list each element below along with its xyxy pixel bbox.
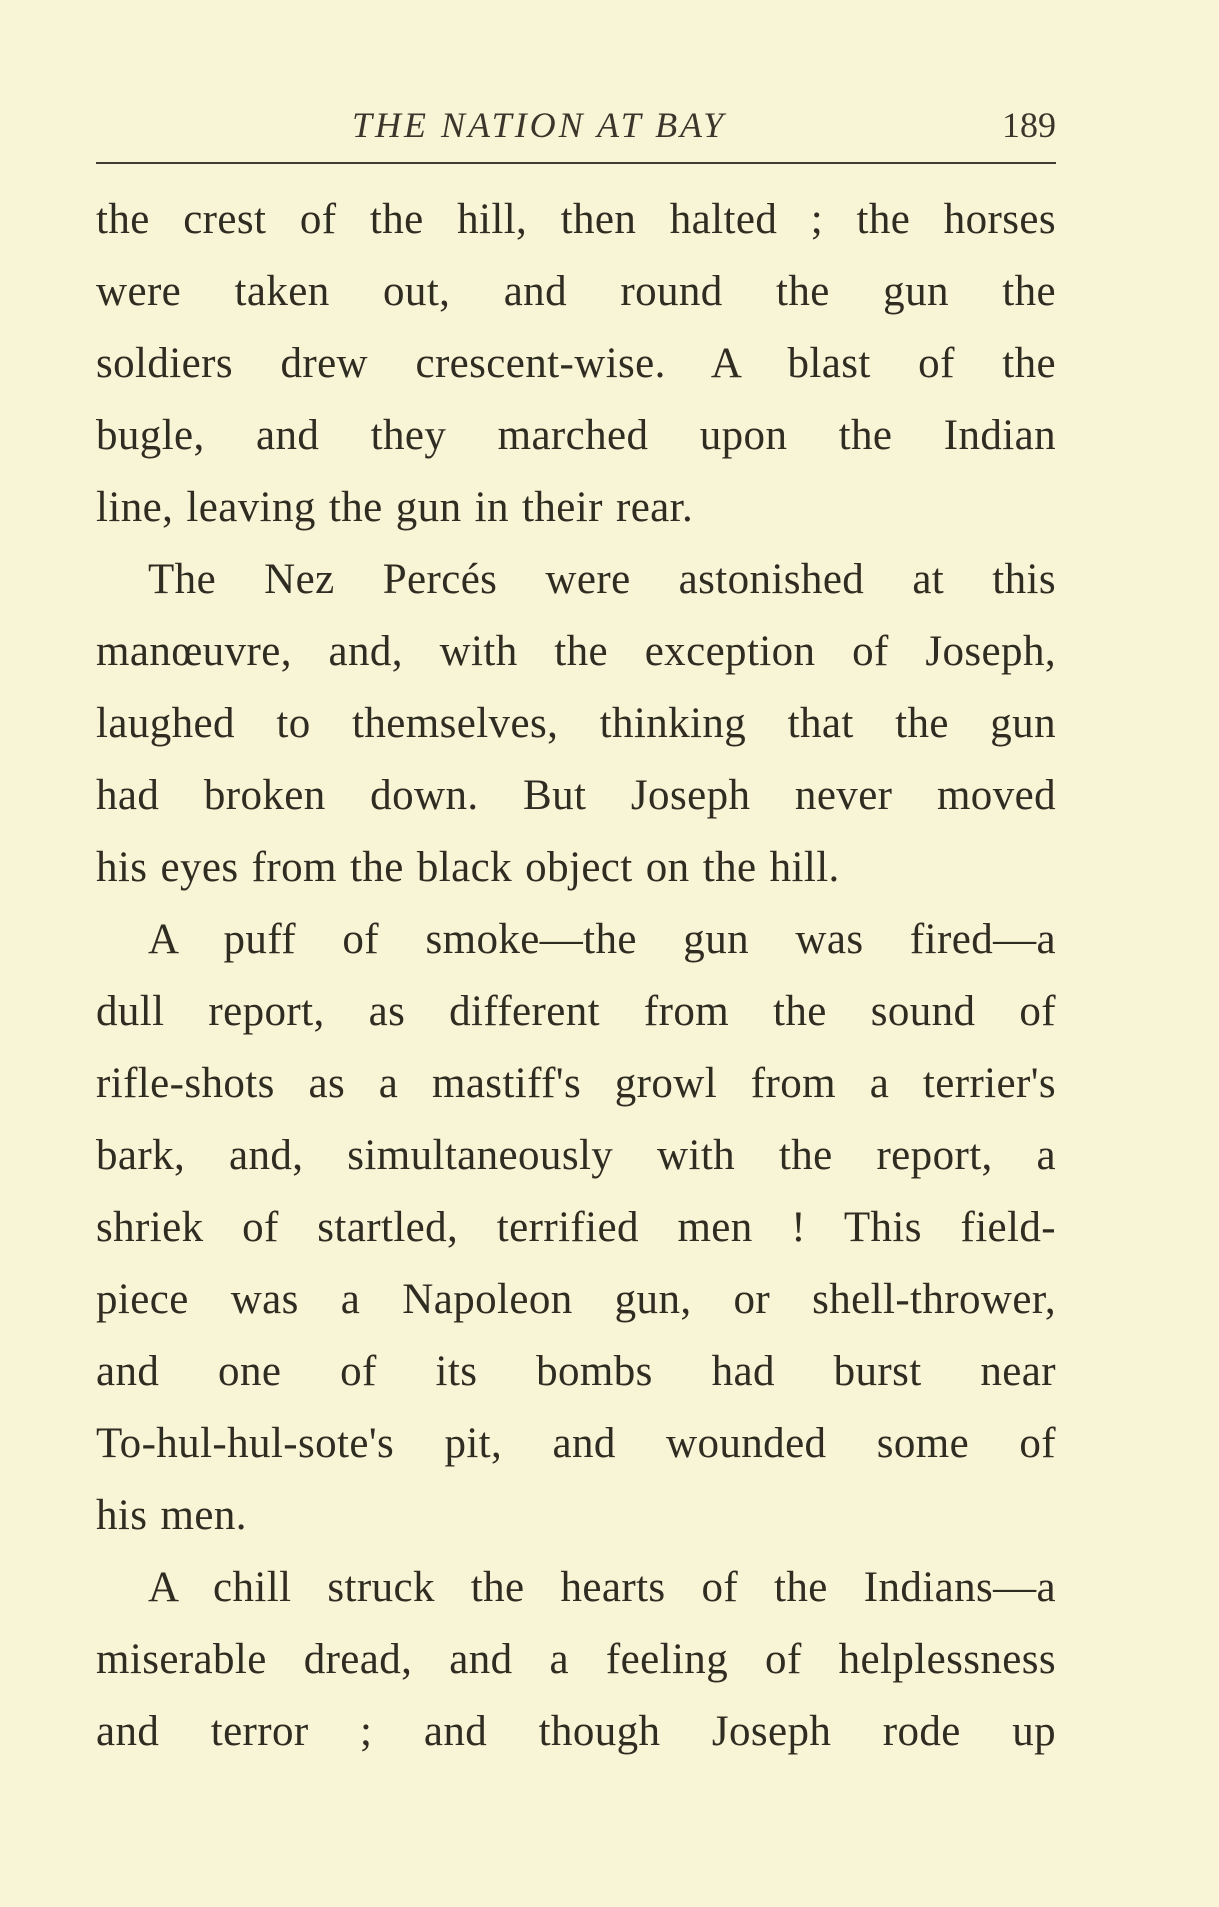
text-line: manœuvre, and, with the exception of Joseph,	[96, 628, 1056, 675]
paragraph-start-line: A chill struck the hearts of the Indians—a	[148, 1564, 1056, 1611]
text-line: had broken down. But Joseph never moved	[96, 772, 1056, 819]
page-number: 189	[1002, 105, 1056, 145]
text-line: and one of its bombs had burst near	[96, 1348, 1056, 1395]
text-line: miserable dread, and a feeling of helplessness	[96, 1636, 1056, 1683]
text-line: soldiers drew crescent-wise. A blast of the	[96, 340, 1056, 387]
text-line: his eyes from the black object on the hill.	[96, 844, 840, 891]
text-line: rifle-shots as a mastiff's growl from a terrier's	[96, 1060, 1056, 1107]
text-line: To-hul-hul-sote's pit, and wounded some of	[96, 1420, 1056, 1467]
paragraph-start-line: A puff of smoke—the gun was fired—a	[148, 916, 1056, 963]
page-header	[96, 96, 1056, 168]
body-text	[96, 184, 1056, 1768]
text-line: his men.	[96, 1492, 247, 1539]
text-line: shriek of startled, terrified men ! This field-	[96, 1204, 1056, 1251]
text-line: and terror ; and though Joseph rode up	[96, 1708, 1056, 1755]
text-line: line, leaving the gun in their rear.	[96, 484, 694, 531]
header-rule	[96, 162, 1056, 164]
running-head: THE NATION AT BAY	[352, 105, 727, 145]
text-line: were taken out, and round the gun the	[96, 268, 1056, 315]
text-line: bark, and, simultaneously with the report, a	[96, 1132, 1056, 1179]
text-line: dull report, as different from the sound of	[96, 988, 1056, 1035]
text-line: bugle, and they marched upon the Indian	[96, 412, 1056, 459]
text-line: the crest of the hill, then halted ; the horses	[96, 196, 1056, 243]
paragraph-start-line: The Nez Percés were astonished at this	[148, 556, 1056, 603]
text-line: piece was a Napoleon gun, or shell-thrower,	[96, 1276, 1056, 1323]
text-line: laughed to themselves, thinking that the gun	[96, 700, 1056, 747]
